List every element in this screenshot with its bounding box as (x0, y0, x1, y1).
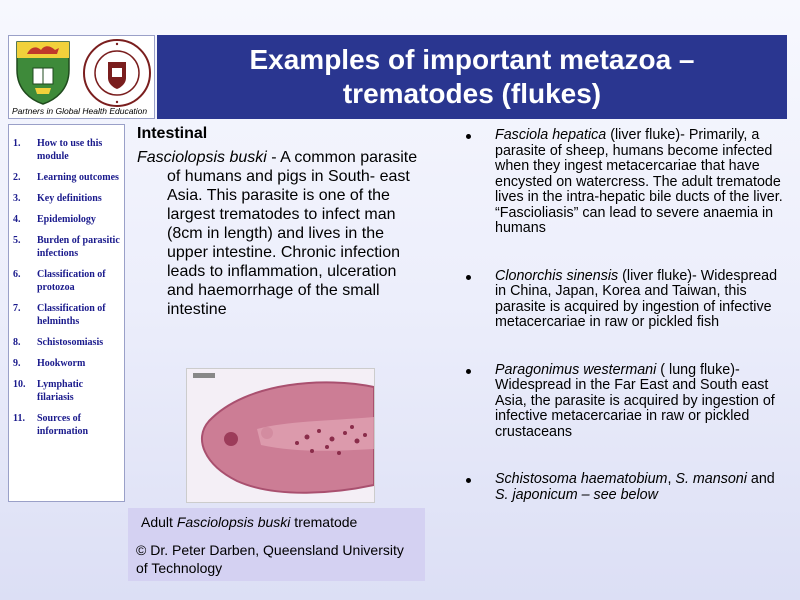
caption-prefix: Adult (141, 514, 177, 530)
figure-caption (141, 514, 357, 530)
bullet-icon (466, 134, 471, 139)
module-navigation (8, 124, 125, 502)
list-item-text (495, 471, 775, 503)
species-description: ( lung fluke)- Widespread in the Far East and South east Asia, the parasite is acquired by ingestion of infective metacercariae in raw or pickled crustaceans (495, 361, 775, 440)
intestinal-section (137, 124, 422, 319)
nav-item-how-to-use[interactable] (13, 137, 120, 163)
fasciolopsis-description (137, 148, 422, 319)
list-item-text (495, 268, 777, 331)
nav-number: 8. (13, 337, 21, 348)
species-name: Clonorchis sinensis (495, 267, 619, 284)
species-name: Schistosoma haematobium (495, 471, 668, 487)
nav-number: 6. (13, 269, 21, 280)
nav-label: Hookworm (37, 358, 86, 369)
trematode-image (187, 369, 374, 502)
bullet-icon (466, 369, 471, 374)
species-name: Fasciola hepatica (495, 127, 607, 143)
species-name: S. japonicum – see below (495, 486, 658, 503)
nav-number: 3. (13, 193, 21, 204)
nav-item-lymphatic-filariasis[interactable] (13, 378, 120, 404)
nav-item-key-definitions[interactable] (13, 192, 120, 205)
bullet-icon (466, 275, 471, 280)
caption-species: Fasciolopsis buski (176, 514, 291, 530)
nav-item-burden[interactable] (13, 234, 120, 260)
caption-suffix: trematode (290, 514, 358, 530)
nav-label: Epidemiology (37, 214, 96, 225)
fluke-list (466, 128, 788, 535)
college-of-medicine-seal-icon (82, 38, 152, 108)
description-text: - A common parasite of humans and pigs in South- east Asia. This parasite is one of the largest trematodes to infect man (8cm in length) and lives in the upper intestine. Chronic infection leads to inflammation, ulceration and haemorrhage of the small intestine (167, 149, 418, 318)
fluke-micrograph (186, 368, 375, 503)
title-bar (157, 35, 787, 119)
partner-logos (8, 35, 155, 119)
nav-item-sources[interactable] (13, 412, 120, 438)
nav-item-epidemiology[interactable] (13, 213, 120, 226)
nav-label: Classification of protozoa (37, 269, 106, 293)
list-item-text (495, 127, 783, 236)
nav-number: 1. (13, 138, 21, 149)
nav-label: Key definitions (37, 193, 102, 204)
species-name: Fasciolopsis buski (137, 149, 267, 166)
section-heading: Intestinal (137, 125, 208, 142)
nav-number: 4. (13, 214, 21, 225)
university-shield-icon (15, 40, 71, 106)
nav-number: 2. (13, 172, 21, 183)
nav-label: Schistosomiasis (37, 337, 104, 348)
list-item-text (495, 362, 775, 440)
nav-item-hookworm[interactable] (13, 357, 120, 370)
bullet-icon (466, 478, 471, 483)
image-credit: © Dr. Peter Darben, Queensland University of Technology (136, 542, 404, 576)
nav-item-classification-helminths[interactable] (13, 302, 120, 328)
nav-number: 10. (13, 379, 26, 390)
nav-label: Burden of parasitic infections (37, 235, 120, 259)
list-item (466, 363, 788, 441)
nav-item-learning-outcomes[interactable] (13, 171, 120, 184)
separator-text: , (667, 471, 676, 487)
figure-caption-box (128, 508, 425, 581)
nav-item-schistosomiasis[interactable] (13, 336, 120, 349)
nav-label: Classification of helminths (37, 303, 106, 327)
nav-label: Sources of information (37, 413, 89, 437)
nav-label: Lymphatic filariasis (37, 379, 84, 403)
nav-label: How to use this module (37, 138, 103, 162)
nav-label: Learning outcomes (37, 172, 119, 183)
list-item (466, 472, 788, 503)
nav-item-classification-protozoa[interactable] (13, 268, 120, 294)
species-name: Paragonimus westermani (495, 361, 657, 378)
list-item (466, 269, 788, 331)
species-description: (liver fluke)- Widespread in China, Japan, Korea and Taiwan, this parasite is acquired by ingestion of infective metacercariae in raw or pickled fish (495, 267, 778, 330)
nav-number: 5. (13, 235, 21, 246)
nav-number: 7. (13, 303, 21, 314)
nav-number: 9. (13, 358, 21, 369)
species-description: (liver fluke)- Primarily, a parasite of sheep, humans become infected when they ingest metacercariae that have encysted on watercress. The adult trematode lives in the intra-hepatic bile ducts of the liver. “Fascioliasis” can lead to severe anaemia in humans (495, 127, 783, 236)
list-item (466, 128, 788, 237)
slide-title: Examples of important metazoa – trematodes (flukes) (249, 44, 695, 109)
partners-caption: Partners in Global Health Education (12, 106, 148, 116)
nav-number: 11. (13, 413, 25, 424)
separator-text: and (746, 471, 775, 487)
species-name: S. mansoni (675, 471, 747, 487)
